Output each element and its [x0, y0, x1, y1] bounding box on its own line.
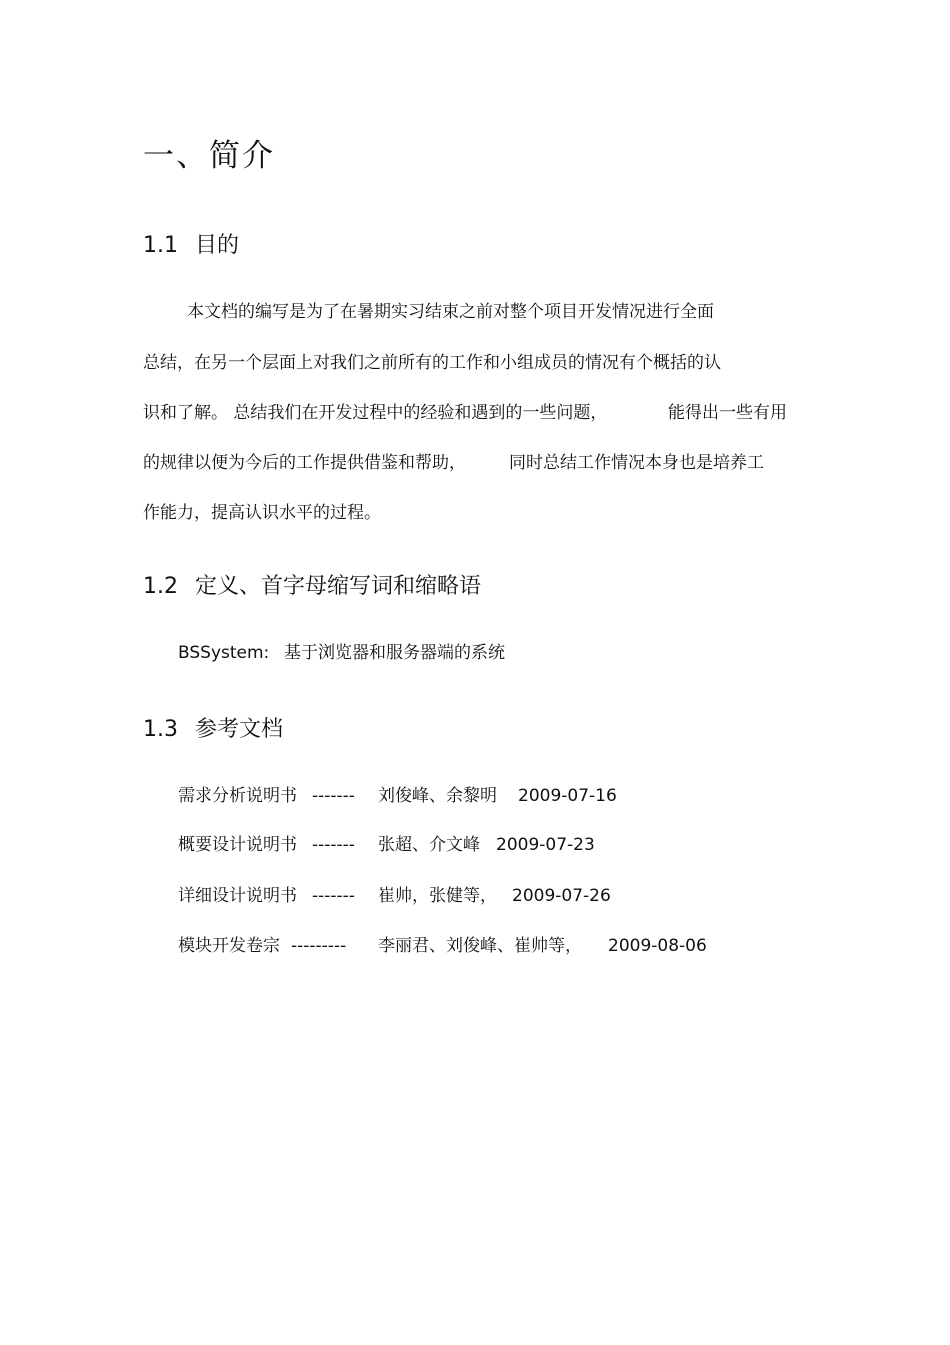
paragraph-text: 的规律以便为今后的工作提供借鉴和帮助，	[143, 453, 466, 473]
reference-authors: 李丽君、刘俊峰、崔帅等，	[378, 936, 582, 956]
reference-doc: 概要设计说明书	[178, 835, 297, 855]
reference-authors: 崔帅，张健等，	[378, 886, 497, 906]
section-title: 参考文档	[195, 717, 284, 742]
reference-dashes: -------	[312, 886, 355, 906]
reference-date: 2009-07-23	[496, 835, 595, 855]
reference-authors: 刘俊峰、余黎明	[378, 786, 497, 806]
section-number: 1.3	[143, 717, 178, 742]
paragraph-line	[143, 501, 381, 525]
reference-date: 2009-08-06	[608, 936, 707, 956]
section-heading-purpose	[143, 231, 239, 261]
paragraph-text: 总结，在另一个层面上对我们之前所有的工作和小组成员的情况有个概括的认	[143, 353, 721, 373]
reference-dashes: ---------	[291, 936, 347, 956]
section-heading-references	[143, 715, 283, 745]
reference-doc: 详细设计说明书	[178, 886, 297, 906]
section-number: 1.1	[143, 233, 178, 258]
definition-term: BSSystem:	[178, 643, 270, 663]
paragraph-line	[143, 451, 764, 475]
reference-doc: 需求分析说明书	[178, 786, 297, 806]
paragraph-line	[187, 300, 714, 324]
section-heading-definitions	[143, 572, 481, 602]
section-title: 定义、首字母缩写词和缩略语	[195, 574, 482, 599]
paragraph-text: 识和了解。 总结我们在开发过程中的经验和遇到的一些问题，	[143, 403, 608, 423]
paragraph-line	[143, 401, 787, 425]
reference-dashes: -------	[312, 786, 355, 806]
paragraph-text: 能得出一些有用	[668, 403, 787, 423]
chapter-title: 一、简介	[143, 138, 275, 174]
reference-date: 2009-07-16	[518, 786, 617, 806]
paragraph-line	[143, 351, 721, 375]
reference-date: 2009-07-26	[512, 886, 611, 906]
reference-authors: 张超、介文峰	[378, 835, 480, 855]
section-title: 目的	[195, 233, 240, 258]
reference-doc: 模块开发卷宗	[178, 936, 280, 956]
definition-entry	[178, 641, 505, 665]
paragraph-text: 同时总结工作情况本身也是培养工	[509, 453, 764, 473]
reference-dashes: -------	[312, 835, 355, 855]
definition-meaning: 基于浏览器和服务器端的系统	[284, 643, 505, 663]
paragraph-text: 作能力，提高认识水平的过程。	[143, 503, 381, 523]
paragraph-text: 本文档的编写是为了在暑期实习结束之前对整个项目开发情况进行全面	[187, 302, 714, 322]
section-number: 1.2	[143, 574, 178, 599]
